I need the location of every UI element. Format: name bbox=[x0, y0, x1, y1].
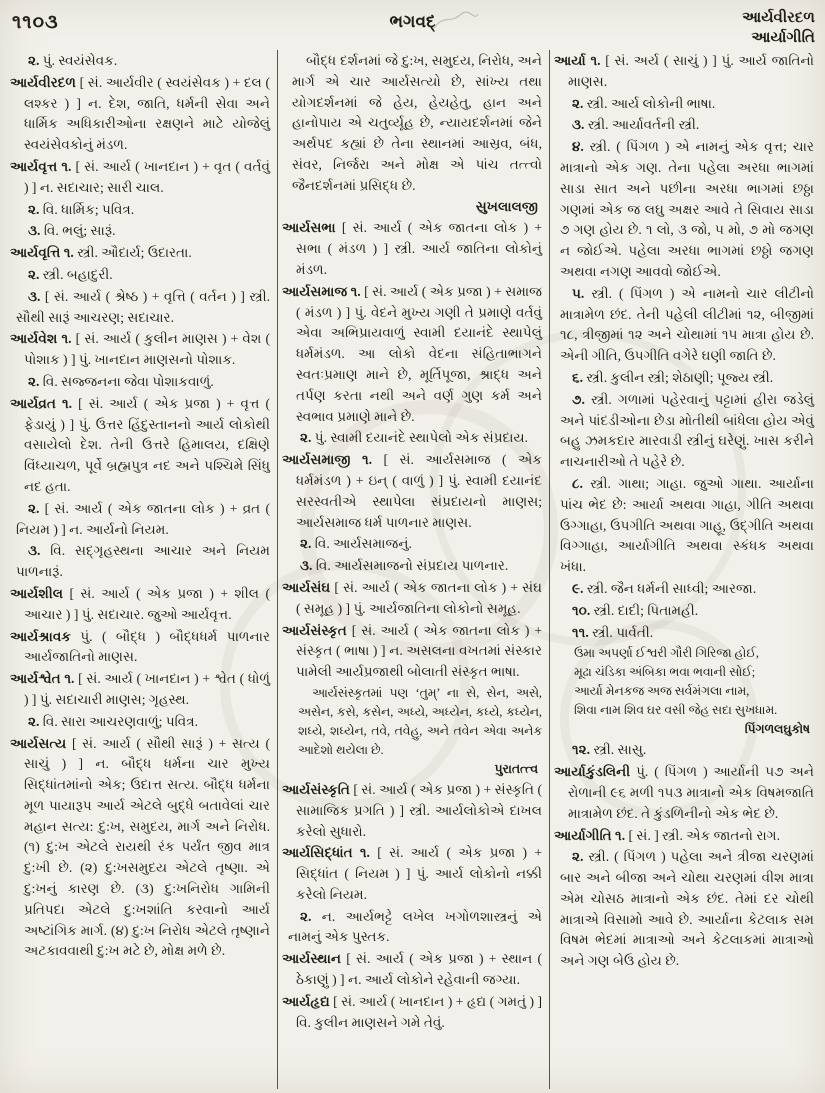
entry-headword: આર્યવૃત્ત ૧. bbox=[10, 158, 72, 174]
dictionary-entry: આર્યાગીતિ ૧. [ સં. ] સ્ત્રી. એક જાતનો રાગ. bbox=[554, 827, 780, 843]
page-number: ૧૧૦૩ bbox=[12, 12, 59, 33]
dictionary-entry: આર્યસંસ્કૃતિ [ સં. આર્ય ( એક પ્રજા ) + સંસ્કૃતિ ( સામાજિક પ્રગતિ ) ] સ્ત્રી. આર્યલોકોએ દાખલ કરેલો સુધારો. bbox=[282, 781, 542, 839]
entry-headword: આર્યસિદ્ધાંત ૧. bbox=[282, 845, 370, 861]
dictionary-entry: આર્યસમાજ ૧. [ સં. આર્ય ( એક પ્રજા ) + સમાજ ( મંડળ ) ] પું. વેદને મુખ્ય ગણી તે પ્રમાણે વર્તવું એવા અભિપ્રાયવાળું સ્વામી દયાનંદે સ્થાપેલું ધર્મમંડળ. આ લોકો વેદના સંહિતાભાગને સ્વતઃપ્રમાણ માને છે, મૂર્તિપૂજા, શ્રાદ્ધ અને તર્પણ કરતા નથી અને વર્ણ ગુણ કર્મ અને સ્વભાવ પ્રમાણે માને છે. bbox=[282, 283, 542, 424]
sense-number: ૩. bbox=[572, 117, 585, 133]
sense-line: ૬. સ્ત્રી. કુલીન સ્ત્રી; શેઠાણી; પૂજ્ય સ્ત્રી. bbox=[572, 369, 774, 385]
sense-number: ૨. bbox=[28, 500, 40, 516]
sense-number: ૬. bbox=[572, 369, 584, 385]
entry-headword: આર્યસભા bbox=[282, 220, 336, 236]
sense-line: ૨. પું. સ્વયંસેવક. bbox=[28, 53, 118, 68]
entry-headword: આર્યવૃત્તિ ૧. bbox=[10, 245, 74, 261]
entry-headword: આર્યસંસ્કૃતિ bbox=[282, 781, 350, 797]
sense-number: ૮. bbox=[572, 475, 583, 491]
entry-headword: આર્યસમાજી ૧. bbox=[282, 452, 373, 468]
dictionary-entry: આર્યસભા [ સં. આર્ય ( એક જાતના લોક ) + સભા ( મંડળ ) ] સ્ત્રી. આર્ય જાતિના લોકોનું મંડળ. bbox=[282, 220, 542, 277]
verse-block bbox=[554, 644, 814, 739]
sense-number: ૧૧. bbox=[572, 624, 589, 640]
entry-headword: આર્યવ્રત ૧. bbox=[10, 395, 73, 411]
entry-headword: આર્યસંસ્કૃત bbox=[282, 622, 347, 638]
entry-headword: આર્યસ્થાન bbox=[282, 951, 342, 967]
sense-number: ૨. bbox=[572, 849, 584, 865]
sense-number: ૨. bbox=[572, 95, 584, 111]
sense-number: ૨. bbox=[28, 53, 40, 68]
guide-words bbox=[742, 8, 815, 48]
sense-line: ૨. સ્ત્રી. આર્ય લોકોની ભાષા. bbox=[572, 95, 716, 111]
sense-number: ૩. bbox=[28, 223, 41, 239]
dictionary-entry: આર્યસંઘ [ સં. આર્ય ( એક જાતના લોક ) + સંઘ ( સમૂહ ) ] પું. આર્યજાતિના લોકોનો સમૂહ. bbox=[282, 579, 542, 616]
sense-line: ૩. સ્ત્રી. આર્યાવર્તની સ્ત્રી. bbox=[572, 117, 700, 133]
dictionary-entry: આર્યવૃત્ત ૧. [ સં. આર્ય ( ખાનદાન ) + વૃત ( વર્તવું ) ] ન. સદાચાર; સારી ચાલ. bbox=[10, 158, 270, 195]
citation-source: પુરાતત્ત્વ bbox=[494, 761, 538, 776]
dictionary-entry: આર્યહૃદ્ય [ સં. આર્ય ( ખાનદાન ) + હૃદ્ય ( ગમતું ) ] વિ. કુલીન માણસને ગમે તેવું. bbox=[282, 993, 542, 1030]
sense-number: ૨. bbox=[300, 430, 312, 446]
sense-number: ૩. bbox=[300, 558, 313, 574]
verse-line: મૂઢા ચંડિકા અંબિકા ભવા ભવાની સોઈ; bbox=[574, 665, 756, 680]
verse-line: શિવા નામ શિવ ઘર વસી જેહ સદા સુખધામ. bbox=[574, 703, 778, 718]
entry-headword: આર્યહૃદ્ય bbox=[282, 993, 330, 1009]
sense-number: ૨. bbox=[28, 373, 40, 389]
column-1 bbox=[6, 50, 277, 1089]
verse-line: ઉમા અપર્ણા ઈશ્વરી ગૌરી ગિરિજા હોઈ, bbox=[574, 646, 759, 661]
entry-headword: આર્યસંઘ bbox=[282, 579, 331, 595]
sense-line: ૧૦. સ્ત્રી. દાદી; પિતામહી. bbox=[572, 602, 699, 618]
sense-line: ૮. સ્ત્રી. ગાથા; ગાહા. જુઓ ગાથા. આર્યાના પાંચ ભેદ છે: આર્યા અથવા ગાહા, ગીતિ અથવા ઉગ્ગાહા, ઉપગીતિ અથવા ગાહૂ, ઉદ્‌ગીતિ અથવા વિગ્ગાહા, આર્યાગીતિ અથવા સ્કંધક અથવા ખંધા. bbox=[560, 475, 814, 575]
sense-line: ૨. વિ. સારા આચરણવાળું; પવિત્ર. bbox=[28, 713, 198, 729]
dictionary-entry: આર્યશીલ [ સં. આર્ય ( એક પ્રજા ) + શીલ ( આચાર ) ] પું. સદાચાર. જુઓ આર્યવૃત્ત. bbox=[10, 585, 270, 622]
entry-headword: આર્યસત્ય bbox=[10, 735, 67, 751]
dictionary-entry: આર્યસમાજી ૧. [ સં. આર્યસમાજ ( એક ધર્મમંડળ ) + ઇન્ ( વાળું ) ] પું. સ્વામી દયાનંદ સરસ્વતીએ સ્થાપેલા સંપ્રદાયનો માણસ; આર્યસમાજ ધર્મ પાળનાર માણસ. bbox=[282, 452, 542, 530]
sense-number: ૭. bbox=[572, 391, 585, 407]
column-2 bbox=[277, 50, 549, 1089]
entry-headword: આર્યશીલ bbox=[10, 585, 64, 601]
sense-line: ૩. વિ. ભલું; સારૂં. bbox=[28, 223, 116, 239]
dictionary-entry: આર્યવીરદળ [ સં. આર્યવીર ( સ્વયંસેવક ) + દલ ( લશ્કર ) ] ન. દેશ, જાતિ, ધર્મની સેવા અને ધાર્મિક અધિકારીઓના રક્ષણને માટે યોજેલું સ્વયંસેવકોનું મંડળ. bbox=[10, 74, 270, 153]
dictionary-entry: આર્યસંસ્કૃત [ સં. આર્ય ( એક જાતના લોક ) + સંસ્કૃત ( ભાષા ) ] ન. અસલના વખતમાં સંસ્કાર પામેલી આર્યપ્રજાથી બોલાતી સંસ્કૃત ભાષા. bbox=[282, 622, 542, 680]
sense-line: ૨. વિ. સજ્જનના જેવા પોશાકવાળું. bbox=[28, 373, 214, 389]
dictionary-entry: આર્યવ્રત ૧. [ સં. આર્ય ( એક પ્રજા ) + વૃત્ત ( ફેડાયું ) ] પું. ઉત્તર હિંદુસ્તાનનો આર્ય લોકોથી વસાયેલો દેશ. તેની ઉત્તરે હિમાલય, દક્ષિણે વિંધ્યાચળ, પૂર્વે બ્રહ્મપુત્ર નદ અને પશ્ચિમે સિંધુ નદ હતા. bbox=[10, 395, 270, 494]
entry-headword: આર્યા ૧. bbox=[554, 53, 601, 68]
sense-line: ૩. [ સં. આર્ય ( શ્રેષ્ઠ ) + વૃત્તિ ( વર્તન ) ] સ્ત્રી. સૌથી સારૂં આચરણ; સદાચાર. bbox=[16, 288, 270, 325]
entry-headword: આર્યાગીતિ ૧. bbox=[554, 827, 626, 843]
sense-number: ૩. bbox=[28, 543, 41, 559]
entry-headword: આર્યાકુંડલિની bbox=[554, 764, 631, 780]
sense-line: ૯. સ્ત્રી. જૈન ધર્મની સાધ્વી; આરજા. bbox=[572, 580, 757, 596]
sense-number: ૧૨. bbox=[572, 742, 591, 758]
sense-line: ૨. ન. આર્યભટ્ટે લખેલ ખગોળશાસ્ત્રનું એ નામનું એક પુસ્તક. bbox=[288, 908, 542, 945]
verse-line: આર્યા મેનકજ અજ સર્વમંગલા નામ, bbox=[574, 684, 750, 699]
running-title-center: ભગવદ્ bbox=[389, 12, 436, 31]
citation-source: સુખલાલજી bbox=[475, 198, 538, 214]
sense-number: ૩. bbox=[28, 288, 41, 304]
sense-number: ૪. bbox=[572, 139, 584, 155]
sense-line: ૧૧. સ્ત્રી. પાર્વતી. bbox=[572, 624, 654, 640]
page-header bbox=[0, 8, 825, 50]
pencil-mark bbox=[430, 10, 480, 32]
sense-line: ૪. સ્ત્રી. ( પિંગળ ) એ નામનું એક વૃત્ત; ચાર માત્રાનો એક ગણ. તેના પહેલા અરધા ભાગમાં સાડા સાત અને પછીના અરધા ભાગમાં છઠ્ઠા ગણમાં એક જ લઘુ અક્ષર આવે તે સિવાય સાડા ૭ ગણ હોય છે. ૧ લો, ૩ જો, ૫ મો, ૭ મો જગણ ન જોઈએ. પહેલા અરધા ભાગમાં છઠ્ઠો જગણ અથવા નગણ આવવો જોઈએ. bbox=[560, 139, 814, 279]
sense-line: ૧૨. સ્ત્રી. સાસુ. bbox=[572, 742, 647, 758]
citation-quote: બૌદ્ધ દર્શનમાં જે દુ:ખ, સમુદય, નિરોધ, અને માર્ગ એ ચાર આર્યસત્યો છે, સાંખ્ય તથા યોગદર્શનમાં જે હેય, હેયહેતુ, હાન અને હાનોપાય એ ચતુર્વ્યૂહ છે, ન્યાયદર્શનમાં જેને અર્થપદ કહ્યાં છે તેના સ્થાનમાં આસ્રવ, બંધ, સંવર, નિર્જરા અને મોક્ષ એ પાંચ તત્ત્વો જૈનદર્શનમાં પ્રસિદ્ધ છે. સુખલાલજી bbox=[282, 51, 542, 217]
entry-headword: આર્યવેશ ૧. bbox=[10, 331, 72, 347]
sense-line: ૭. સ્ત્રી. ગળામાં પહેરવાનું પટ્ટામાં હીરા જડેલું અને પાંદડીઓના છેડા મોતીથી બાંધેલા હોય એવું બહુ ઝમકદાર મારવાડી સ્ત્રીનું ઘરેણું. ખાસ કરીને નાચનારીઓ તે પહેરે છે. bbox=[560, 391, 814, 470]
sense-line: ૨. પું. સ્વામી દયાનંદે સ્થાપેલો એક સંપ્રદાય. bbox=[300, 430, 529, 446]
dictionary-entry: આર્યશ્રાવક પું. ( બૌદ્ધ ) બૌદ્ધધર્મ પાળનાર આર્યજાતિનો માણસ. bbox=[10, 628, 270, 665]
sense-number: ૧૦. bbox=[572, 602, 591, 618]
entry-headword: આર્યસમાજ ૧. bbox=[282, 283, 361, 299]
dictionary-entry: આર્યસત્ય [ સં. આર્ય ( સૌથી સારૂં ) + સત્ય ( સાચું ) ] ન. બૌદ્ધ ધર્મના ચાર મુખ્ય સિદ્ધાંતમાંનો એક; ઉદાત્ત સત્ય. બૌદ્ધ ધર્મના મૂળ પાયારૂપ આર્ય એટલે બુદ્ધે બતાવેલાં ચાર મહાન સત્ય: દુ:ખ, સમુદય, માર્ગ અને નિરોધ. (૧) દુ:ખ એટલે રાયથી રંક પર્યંત જીવ માત્ર દુ:ખી છે. (૨) દુ:ખસમુદય એટલે તૃષ્ણા. એ દુ:ખનું કારણ છે. (૩) દુ:ખનિરોધ ગામિની પ્રતિપદા એટલે દુ:ખશાંતિ કરવાનો આર્ય અષ્ટાંગિક માર્ગ. (૪) દુ:ખ નિરોધ એટલે તૃષ્ણાને અટકાવવાથી દુ:ખ મટે છે, મોક્ષ મળે છે. bbox=[10, 735, 270, 959]
dictionary-entry: આર્યસિદ્ધાંત ૧. [ સં. આર્ય ( એક પ્રજા ) + સિદ્ધાંત ( નિયમ ) ] પું. આર્ય લોકોનો નક્કી કરેલો નિયમ. bbox=[282, 845, 542, 902]
citation-quote: આર્યસંસ્કૃતમાં પણ ‘તુમ્’ ના સે, સેન, અસે, અસેન, કસે, કસેન, અધ્યે, અધ્યેન, કધ્યે, કધ્યેન, શધ્યે, શધ્યેન, તવે, તવેહુ, અને તવેન એવા અનેક આદેશો થયેલા છે. પુરાતત્ત્વ bbox=[282, 684, 542, 779]
column-3 bbox=[549, 50, 821, 1089]
dictionary-entry: આર્યવૃત્તિ ૧. સ્ત્રી. ઔદાર્ય; ઉદારતા. bbox=[10, 245, 192, 261]
sense-number: ૨. bbox=[28, 266, 40, 282]
dictionary-entry: આર્યા ૧. [ સં. અર્ય ( સાચું ) ] પું. આર્ય જાતિનો માણસ. bbox=[554, 53, 815, 89]
entry-headword: આર્યશ્વેત ૧. bbox=[10, 671, 75, 687]
dictionary-entry: આર્યસ્થાન [ સં. આર્ય ( એક પ્રજા ) + સ્થાન ( ઠેકાણું ) ] ન. આર્ય લોકોને રહેવાની જગ્યા. bbox=[282, 951, 542, 988]
sense-line: ૩. વિ. આર્યસમાજનો સંપ્રદાય પાળનાર. bbox=[300, 558, 509, 574]
sense-line: ૨. વિ. ધાર્મિક; પવિત્ર. bbox=[28, 201, 135, 217]
sense-line: ૩. વિ. સદ્‌ગૃહસ્થના આચાર અને નિયમ પાળનારૂં. bbox=[16, 543, 270, 580]
dictionary-entry: આર્યાકુંડલિની પું. ( પિંગળ ) આર્યાની ૫૭ અને રોળાની ૯૬ મળી ૧૫૩ માત્રાનો એક વિષમજાતિ માત્રામેળ છંદ. તે કુંડળિનીનો એક ભેદ છે. bbox=[554, 764, 814, 821]
guide-word-last: આર્યાગીતિ bbox=[751, 30, 815, 46]
sense-line: ૨. વિ. આર્યસમાજનું. bbox=[300, 536, 412, 552]
sense-number: ૨. bbox=[300, 908, 312, 924]
guide-word-first: આર્યવીરદળ bbox=[742, 10, 815, 26]
verse-source: પિંગળલઘુકોષ bbox=[744, 722, 810, 737]
dictionary-entry: આર્યશ્વેત ૧. [ સં. આર્ય ( ખાનદાન ) + શ્વેત ( ધોળું ) ] પું. સદાચારી માણસ; ગૃહસ્થ. bbox=[10, 671, 270, 707]
sense-number: ૨. bbox=[28, 201, 40, 217]
text-columns bbox=[6, 50, 821, 1089]
entry-headword: આર્યશ્રાવક bbox=[10, 628, 71, 644]
dictionary-entry: આર્યવેશ ૧. [ સં. આર્ય ( કુલીન માણસ ) + વેશ ( પોશાક ) ] પું. ખાનદાન માણસનો પોશાક. bbox=[10, 331, 270, 368]
sense-number: ૯. bbox=[572, 580, 584, 596]
sense-line: ૨. [ સં. આર્ય ( એક જાતના લોક ) + વ્રત ( નિયમ ) ] ન. આર્યનો નિયમ. bbox=[16, 500, 270, 537]
sense-line: ૨. સ્ત્રી. ( પિંગળ ) પહેલા અને ત્રીજા ચરણમાં બાર અને બીજા અને ચોથા ચરણમાં વીશ માત્રા એમ ચોસઠ માત્રાનો એક છંદ. તેમાં દર ચોથી માત્રાએ વિસામો આવે છે. આર્યાના કેટલાક સમ વિષમ ભેદમાં માત્રાઓ અને કેટલાકમાં માત્રાઓ અને ગણ બેઉ હોય છે. bbox=[560, 849, 814, 969]
sense-number: ૨. bbox=[300, 536, 312, 552]
entry-headword: આર્યવીરદળ bbox=[10, 74, 77, 90]
sense-number: ૨. bbox=[28, 713, 40, 729]
sense-line: ૫. સ્ત્રી. ( પિંગળ ) એ નામનો ચાર લીટીનો માત્રામેળ છંદ. તેની પહેલી લીટીમાં ૧૨, બીજીમાં ૧૮, ત્રીજીમાં ૧૨ અને ચોથામાં ૧૫ માત્રા હોય છે. એની ગીતિ, ઉપગીતિ વગેરે ઘણી જાતિ છે. bbox=[560, 285, 814, 364]
sense-number: ૫. bbox=[572, 285, 585, 301]
sense-line: ૨. સ્ત્રી. બહાદુરી. bbox=[28, 266, 113, 282]
